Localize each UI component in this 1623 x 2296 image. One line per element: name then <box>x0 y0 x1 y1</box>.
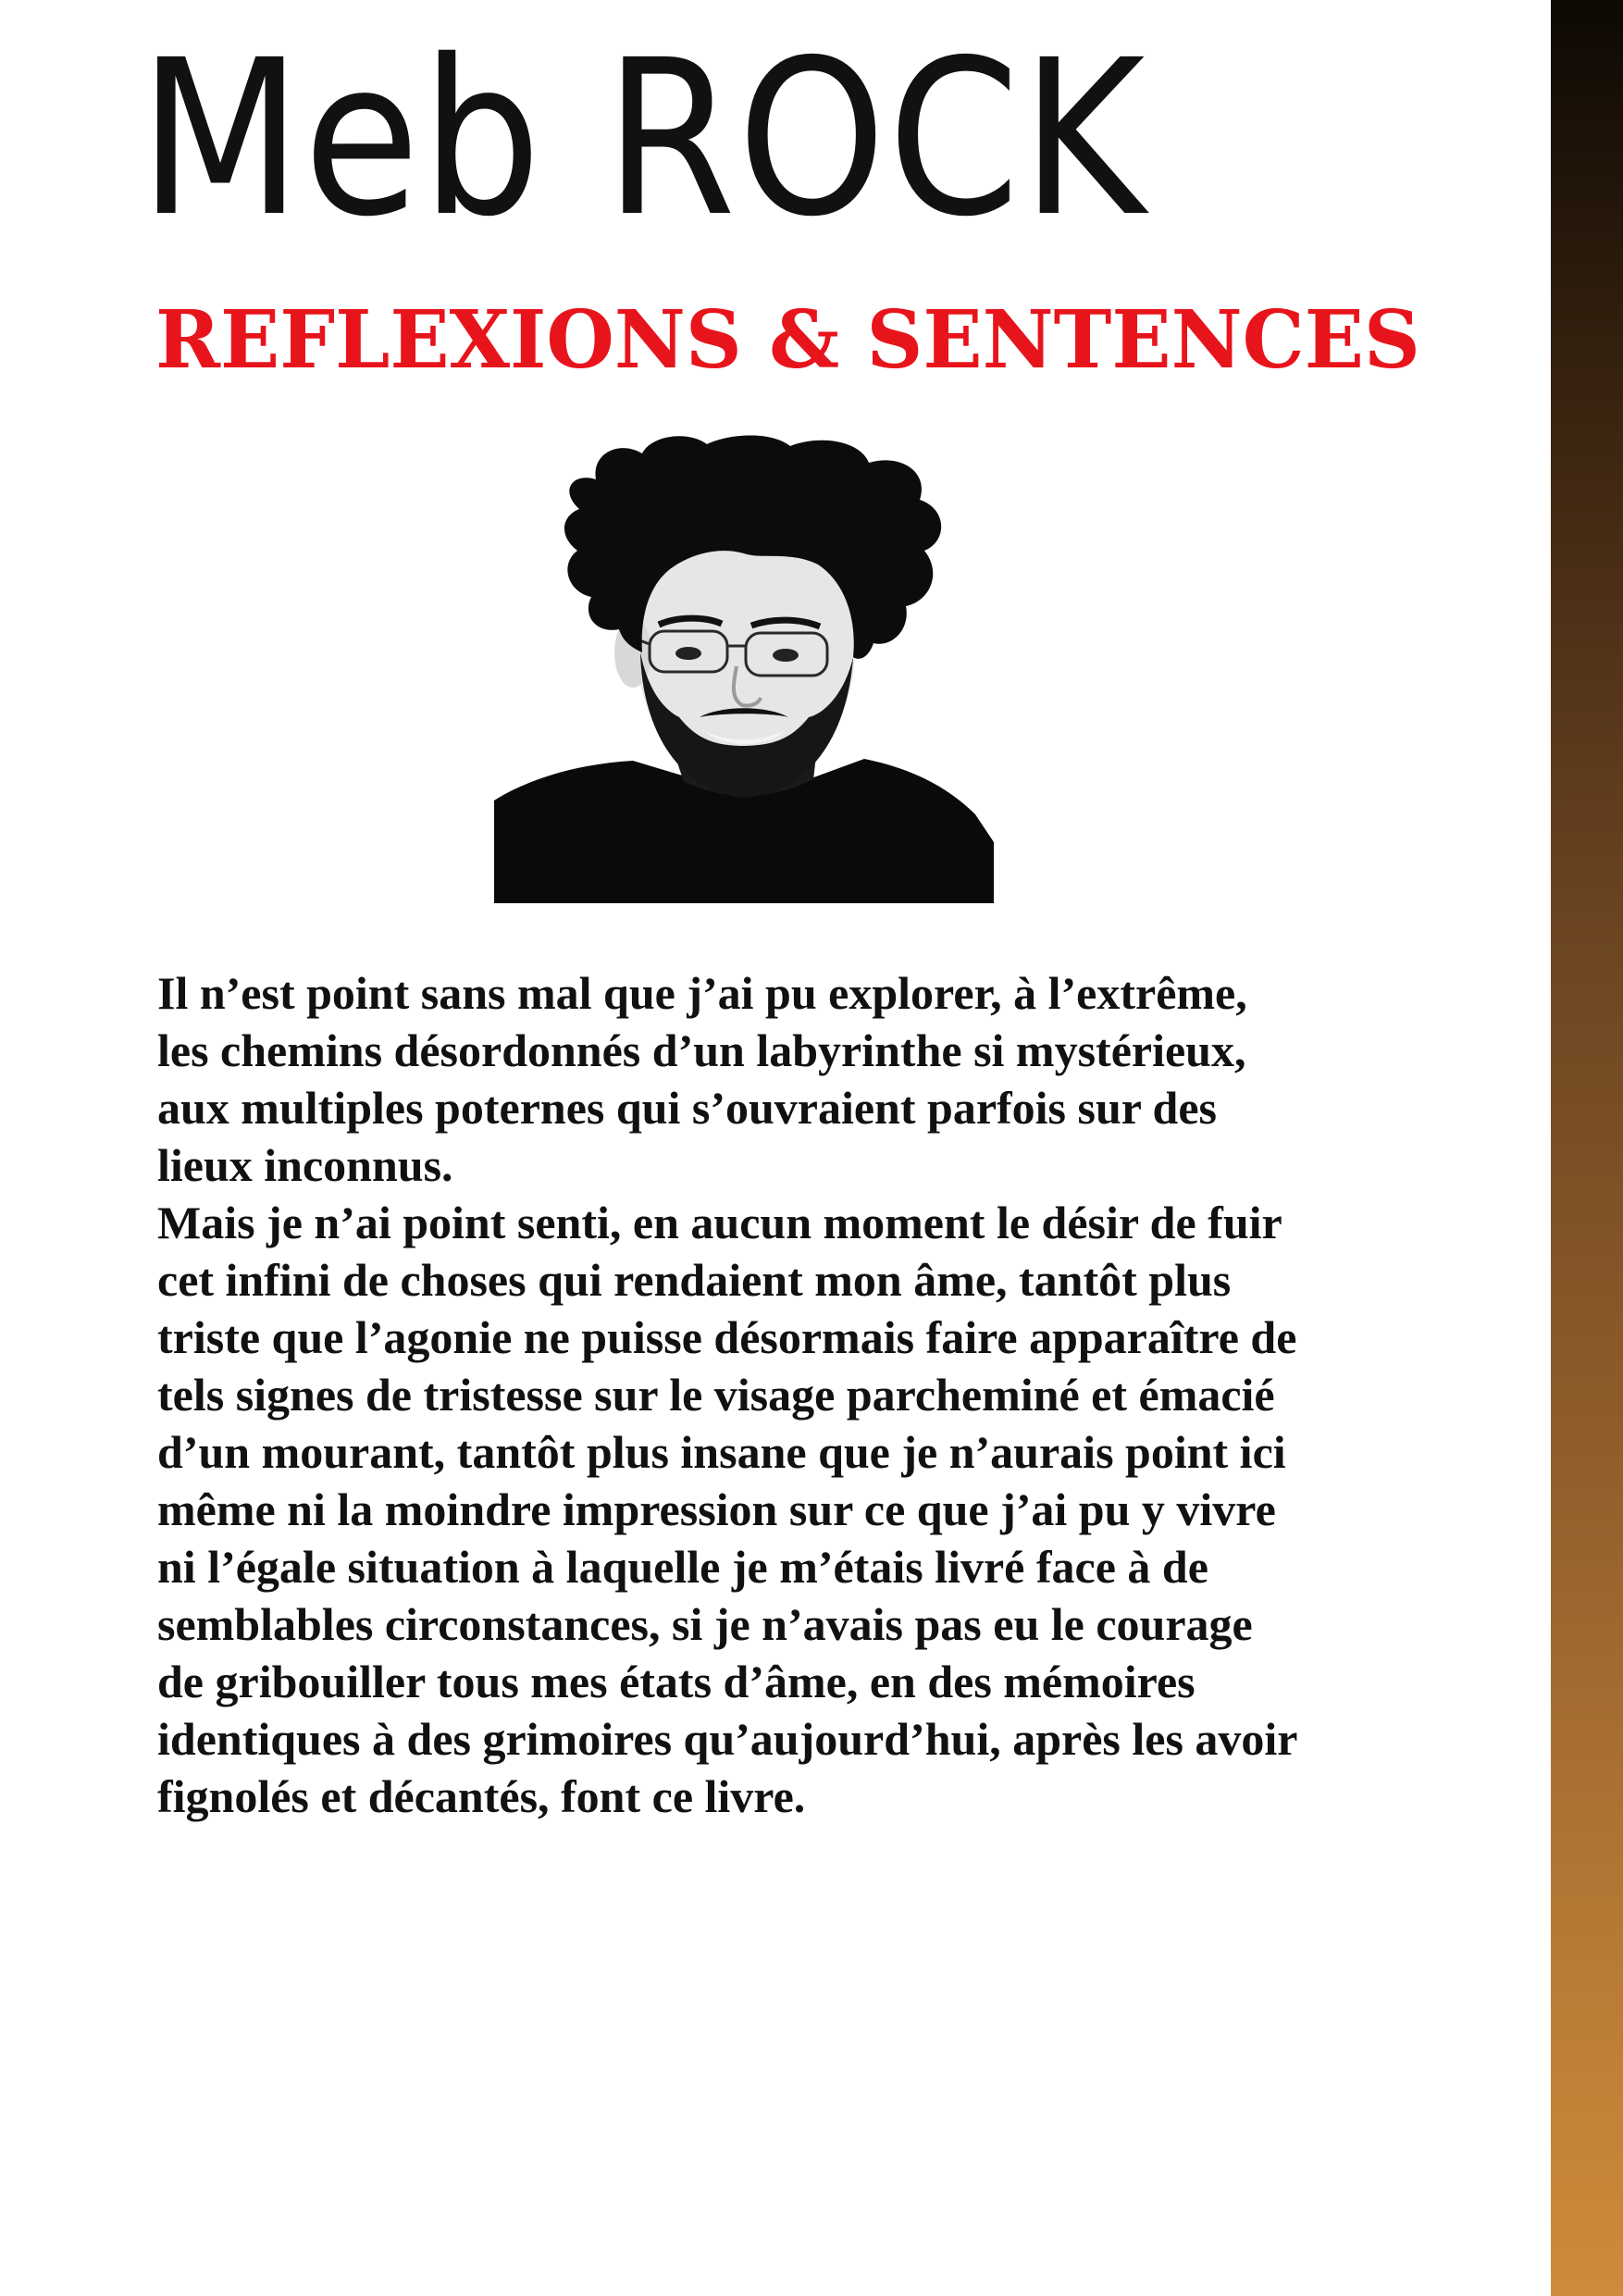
blurb-line: lieux inconnus. <box>157 1139 453 1191</box>
blurb-line: d’un mourant, tantôt plus insane que je n’aurais point ici <box>157 1426 1286 1478</box>
blurb-line: tels signes de tristesse sur le visage parcheminé et émacié <box>157 1369 1275 1421</box>
blurb-line: ni l’égale situation à laquelle je m’étais livré face à de <box>157 1541 1208 1593</box>
blurb-line: identiques à des grimoires qu’aujourd’hui, après les avoir <box>157 1713 1298 1765</box>
blurb-line: Il n’est point sans mal que j’ai pu explorer, à l’extrême, <box>157 967 1247 1019</box>
blurb-line: Mais je n’ai point senti, en aucun moment le désir de fuir <box>157 1197 1282 1248</box>
blurb-line: cet infini de choses qui rendaient mon âme, tantôt plus <box>157 1254 1232 1306</box>
blurb-line: de gribouiller tous mes états d’âme, en des mémoires <box>157 1656 1196 1707</box>
blurb-line: semblables circonstances, si je n’avais pas eu le courage <box>157 1598 1253 1650</box>
blurb-line: les chemins désordonnés d’un labyrinthe si mystérieux, <box>157 1024 1246 1076</box>
side-color-band <box>1551 0 1623 2296</box>
back-cover-blurb <box>157 964 1397 1825</box>
blurb-line: fignolés et décantés, font ce livre. <box>157 1770 806 1822</box>
book-title: REFLEXIONS & SENTENCES <box>155 293 1420 387</box>
author-name: Meb ROCK <box>139 14 1147 264</box>
author-portrait <box>494 435 994 903</box>
blurb-line: même ni la moindre impression sur ce que j’ai pu y vivre <box>157 1483 1276 1535</box>
author-portrait-icon <box>494 435 994 903</box>
blurb-line: triste que l’agonie ne puisse désormais faire apparaître de <box>157 1311 1297 1363</box>
blurb-line: aux multiples poternes qui s’ouvraient parfois sur des <box>157 1082 1218 1134</box>
